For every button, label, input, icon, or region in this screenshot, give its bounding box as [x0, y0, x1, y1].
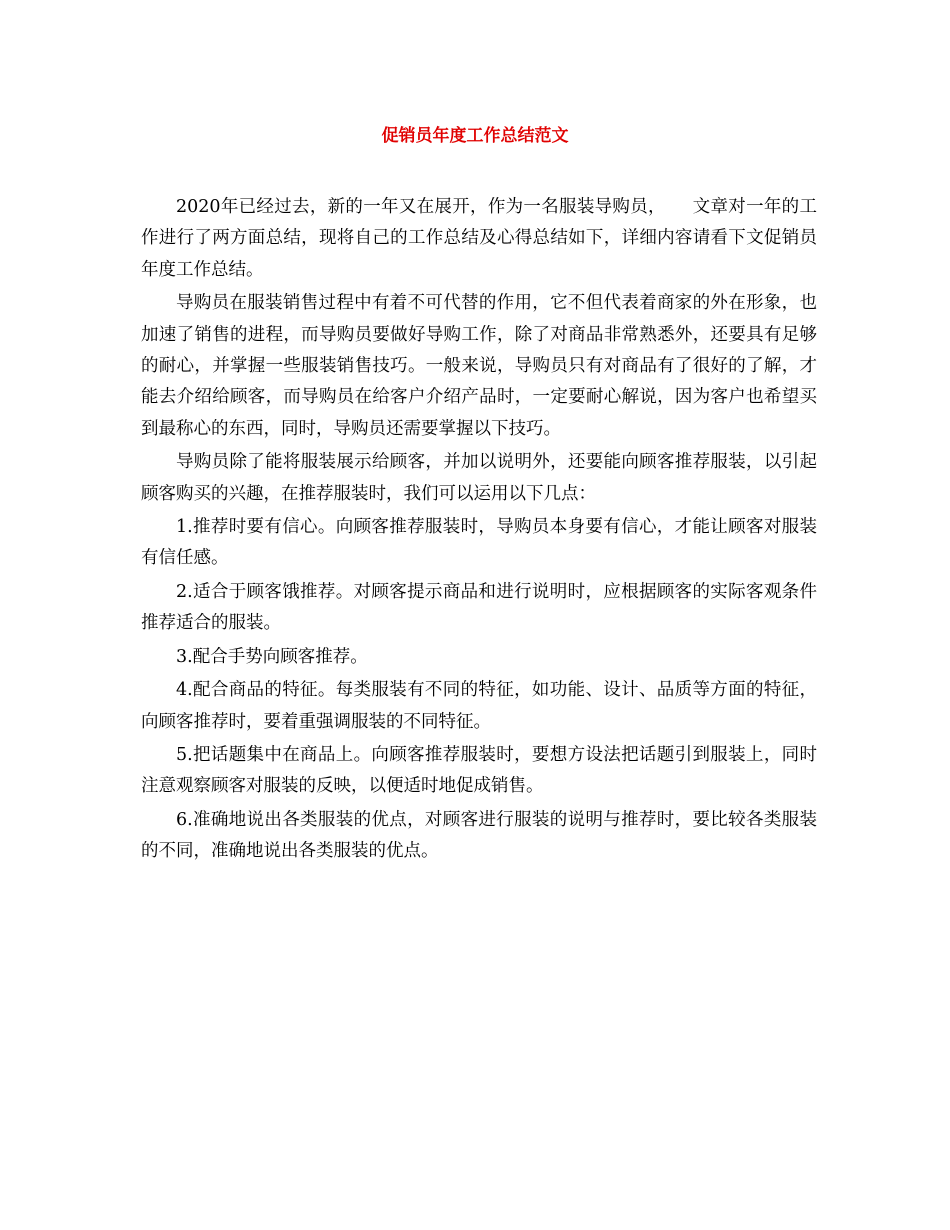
paragraph-role: 导购员在服装销售过程中有着不可代替的作用，它不但代表着商家的外在形象，也加速了销售的进程，而导购员要做好导购工作，除了对商品非常熟悉外，还要具有足够的耐心，并掌握一些服装销售技巧。一般来说，导购员只有对商品有了很好的了解，才能去介绍给顾客，而导购员在给客户介绍产品时，一定要耐心解说，因为客户也希望买到最称心的东西，同时，导购员还需要掌握以下技巧。 [141, 293, 817, 439]
document-body [141, 192, 817, 870]
list-item-5: 5.把话题集中在商品上。向顾客推荐服装时，要想方设法把话题引到服装上，同时注意观察顾客对服装的反映，以便适时地促成销售。 [141, 744, 817, 797]
list-item-3: 3.配合手势向顾客推荐。 [176, 646, 368, 667]
list-item-4: 4.配合商品的特征。每类服装有不同的特征，如功能、设计、品质等方面的特征，向顾客推荐时，要着重强调服装的不同特征。 [141, 680, 817, 732]
list-item-2: 2.适合于顾客饿推荐。对顾客提示商品和进行说明时，应根据顾客的实际客观条件推荐适合的服装。 [141, 581, 817, 634]
list-item-6: 6.准确地说出各类服装的优点，对顾客进行服装的说明与推荐时，要比较各类服装的不同，准确地说出各类服装的优点。 [141, 809, 817, 862]
list-item-1: 1.推荐时要有信心。向顾客推荐服装时，导购员本身要有信心，才能让顾客对服装有信任感。 [141, 517, 817, 569]
document-title: 促销员年度工作总结范文 [381, 126, 569, 146]
paragraph-recommend-intro: 导购员除了能将服装展示给顾客，并加以说明外，还要能向顾客推荐服装，以引起顾客购买的兴趣，在推荐服装时，我们可以运用以下几点： [141, 452, 817, 504]
paragraph-intro: 2020年已经过去，新的一年又在展开，作为一名服装导购员， 文章对一年的工作进行了两方面总结，现将自己的工作总结及心得总结如下，详细内容请看下文促销员年度工作总结。 [141, 197, 817, 280]
